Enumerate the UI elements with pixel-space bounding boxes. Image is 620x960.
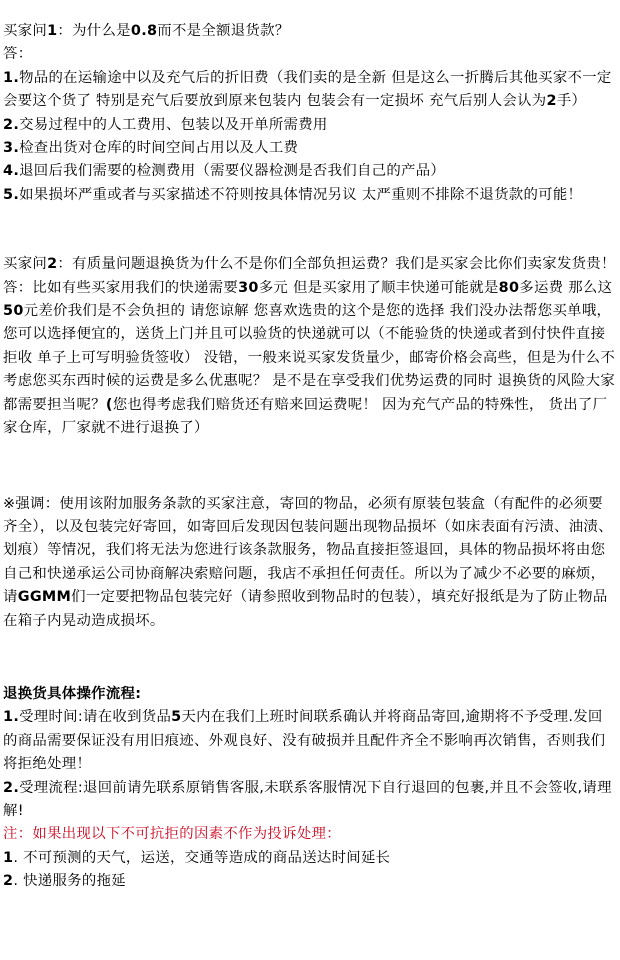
note-item-2: 2. 快递服务的拖延 (3, 873, 126, 890)
reason-item-3: 3.检查出货对仓库的时间空间占用以及人工费 (3, 140, 299, 157)
emphasis-paragraph: ※强调：使用该附加服务条款的买家注意，寄回的物品，必须有原装包装盒（有配件的必须要齐全），以及包装完好寄回，如寄回后发现因包装问题出现物品损坏（如床表面有污渍、油渍、划痕）等情况，我们将无法为您进行该条款服务，物品直接拒签退回，具体的物品损坏将由您自己和快递承运公司协商解决索赔问题，我店不承担任何责任。所以为了减少不必要的麻烦，请GGMM们一定要把物品包装完好（请参照收到物品时的包装），填充好报纸是为了防止物品在箱子内晃动造成损坏。 (3, 495, 613, 629)
document-body (3, 20, 617, 894)
answer-2: 答：比如有些买家用我们的快递需要30多元 但是买家用了顺丰快递可能就是80多运费 那么这50元差价我们是不会负担的 请您谅解 您喜欢选贵的这个是您的选择 我们没办法帮您买单哦，您可以选择便宜的，送货上门并且可以验货的快递就可以（不能验货的快递或者到付快件直接拒收 单子上可写明验货签收） 没错，一般来说买家发货量少，邮寄价格会高些，但是为什么不考虑您买东西时候的运费是多么优惠呢？ 是不是在享受我们优势运费的同时 退换货的风险大家都需要担当呢？(您也得考虑我们赔货还有赔来回运费呢！ 因为充气产品的特殊性， 货出了厂家仓库，厂家就不进行退换了） (3, 279, 616, 437)
reason-item-4: 4.退回后我们需要的检测费用（需要仪器检测是否我们自己的产品） (3, 163, 446, 180)
reason-item-1: 1.物品的在运输途中以及充气后的折旧费（我们卖的是全新 但是这么一折腾后其他买家不一定会要这个货了 特别是充气后要放到原来包装内 包装会有一定损坏 充气后别人会认为2手） (3, 69, 612, 110)
process-step-2: 2.受理流程:退回前请先联系原销售客服,未联系客服情况下自行退回的包裹,并且不会签收,请理解! (3, 779, 612, 819)
question-1: 买家问1：为什么是0.8而不是全额退货款？ (3, 23, 290, 39)
note-title: 注：如果出现以下不可抗拒的因素不作为投诉处理： (3, 826, 341, 843)
question-2: 买家问2：有质量问题退换货为什么不是你们全部负担运费？我们是买家会比你们卖家发货贵！ (3, 256, 616, 273)
process-step-1: 1.受理时间:请在收到货品5天内在我们上班时间联系确认并将商品寄回,逾期将不予受理.发回的商品需要保证没有用旧痕迹、外观良好、没有破损并且配件齐全不影响再次销售，否则我们将拒绝处理！ (3, 709, 606, 773)
reason-item-5: 5.如果损坏严重或者与买家描述不符则按具体情况另议 太严重则不排除不退货款的可能！ (3, 186, 583, 203)
reason-item-2: 2.交易过程中的人工费用、包装以及开单所需费用 (3, 116, 328, 133)
process-title: 退换货具体操作流程: (3, 685, 142, 702)
answer-label: 答： (3, 46, 33, 63)
note-item-1: 1. 不可预测的天气，运送，交通等造成的商品送达时间延长 (3, 849, 391, 866)
